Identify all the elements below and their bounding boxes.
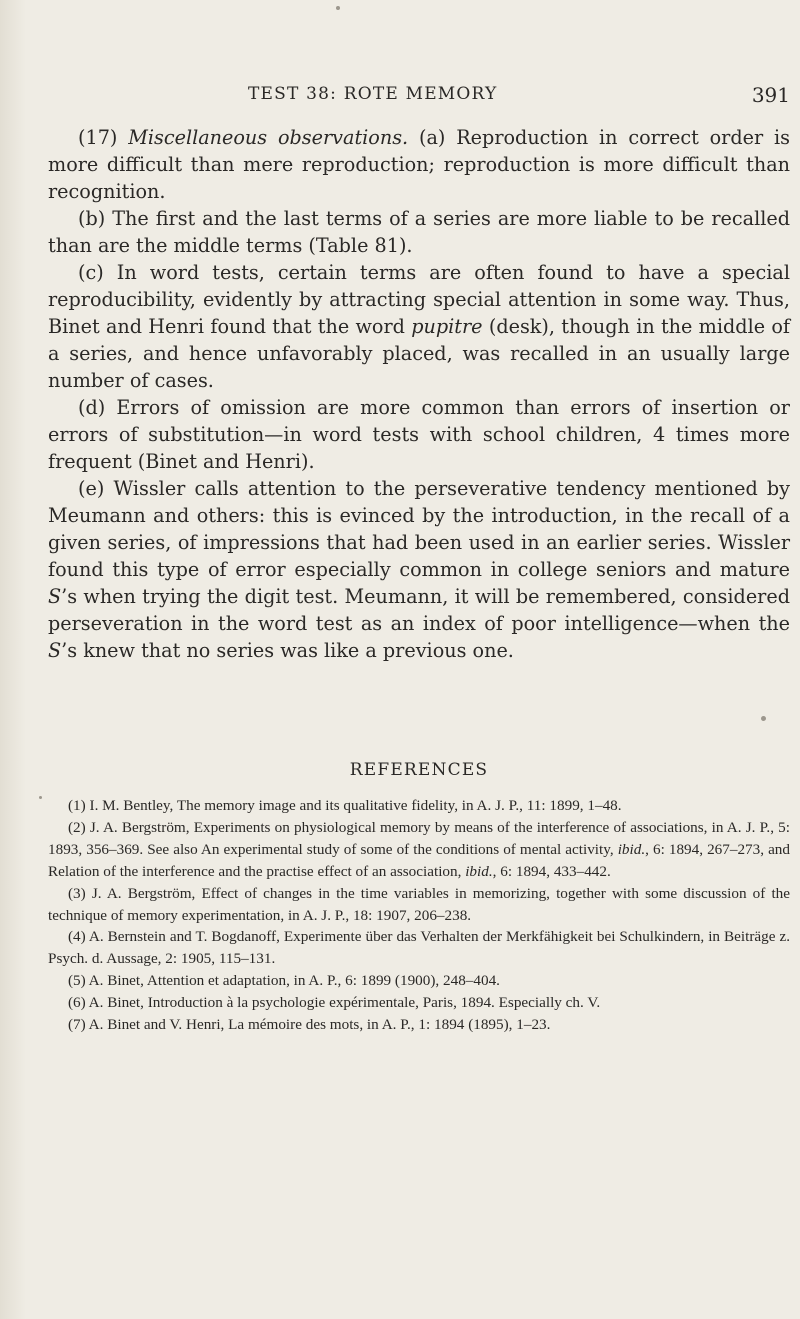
- paper-speck: [761, 716, 766, 721]
- item-b-text: The first and the last terms of a series are more liable to be recalled than are the middle terms (Table 81).: [48, 207, 790, 257]
- section-title: Miscellaneous observations.: [128, 126, 409, 149]
- reference-2-ibid-2: ibid.: [465, 862, 493, 880]
- item-e-text-1: Wissler calls attention to the perseverative tendency mentioned by Meumann and others: this is evinced by the introduction, in the recall of a given series, of impressions that had been used in an earlier series. Wissler found this type of error especially common in college seniors and mature: [48, 477, 790, 581]
- reference-7: (7) A. Binet and V. Henri, La mémoire des mots, in A. P., 1: 1894 (1895), 1–23.: [68, 1016, 551, 1034]
- item-e-text-3: ’s knew that no series was like a previous one.: [61, 639, 514, 662]
- paragraph-17e: [48, 475, 790, 664]
- item-d-label: (d): [78, 396, 106, 419]
- section-number: (17): [78, 126, 118, 149]
- item-e-text-2: ’s when trying the digit test. Meumann, it will be remembered, considered perseveration in the word test as an index of poor intelligence—when the: [48, 585, 790, 635]
- reference-2-part-a: (2) J. A. Bergström, Experiments on physiological memory by means of the interference of associations, in A. J. P., 5: 1893, 356–369. See also An experimental study of some of the conditions of mental activity,: [48, 818, 790, 858]
- item-c-text-2: (desk), though in the middle of a series, and hence unfavorably placed, was recalled in an usually large number of cases.: [48, 315, 791, 392]
- page-number: 391: [751, 83, 790, 107]
- item-c-text-1: In word tests, certain terms are often found to have a special reproducibility, evidently by attracting special attention in some way. Thus, Binet and Henri found that the word: [48, 261, 790, 338]
- paragraph-17b: [48, 205, 790, 259]
- references-heading: REFERENCES: [349, 760, 489, 780]
- running-title: TEST 38: ROTE MEMORY: [248, 84, 498, 104]
- references-list: [48, 795, 790, 1036]
- reference-3: (3) J. A. Bergström, Effect of changes in the time variables in memorizing, together with some discussion of the technique of memory experimentation, in A. J. P., 18: 1907, 206–238.: [48, 884, 790, 924]
- item-e-subject-2: S: [48, 639, 62, 662]
- paper-speck: [39, 796, 42, 799]
- item-c-word: pupitre: [411, 315, 483, 338]
- paragraph-17d: [48, 394, 790, 475]
- item-a-text: Reproduction in correct order is more difficult than mere reproduction; reproduction is more difficult than recognition.: [48, 126, 790, 203]
- reference-2-part-b: , 6: 1894, 267–273, and Relation of the interference and the practise effect of an association,: [48, 840, 790, 880]
- item-a-label: (a): [418, 126, 446, 149]
- reference-6: (6) A. Binet, Introduction à la psychologie expérimentale, Paris, 1894. Especially ch. V.: [68, 994, 601, 1012]
- body-text: [48, 124, 790, 664]
- paragraph-17c: [48, 259, 790, 394]
- paragraph-17: [48, 124, 790, 205]
- item-c-label: (c): [78, 261, 104, 284]
- running-head: [48, 84, 790, 114]
- page-edge-shadow: [0, 0, 26, 1319]
- item-e-subject-1: S: [48, 585, 62, 608]
- reference-2: [48, 817, 790, 883]
- reference-2-ibid-1: ibid.: [617, 840, 646, 858]
- item-d-text: Errors of omission are more common than errors of insertion or errors of substitution—in word tests with school children, 4 times more frequent (Binet and Henri).: [48, 396, 790, 473]
- reference-5: (5) A. Binet, Attention et adaptation, in A. P., 6: 1899 (1900), 248–404.: [68, 972, 500, 990]
- reference-2-part-c: , 6: 1894, 433–442.: [492, 862, 611, 880]
- reference-4: (4) A. Bernstein and T. Bogdanoff, Experimente über das Verhalten der Merkfähigkeit bei Schulkindern, in Beiträge z. Psych. d. Aussage, 2: 1905, 115–131.: [48, 928, 790, 968]
- paper-speck: [336, 6, 340, 10]
- item-b-label: (b): [78, 207, 106, 230]
- reference-1: (1) I. M. Bentley, The memory image and its qualitative fidelity, in A. J. P., 11: 1899, 1–48.: [68, 797, 622, 814]
- item-e-label: (e): [78, 477, 105, 500]
